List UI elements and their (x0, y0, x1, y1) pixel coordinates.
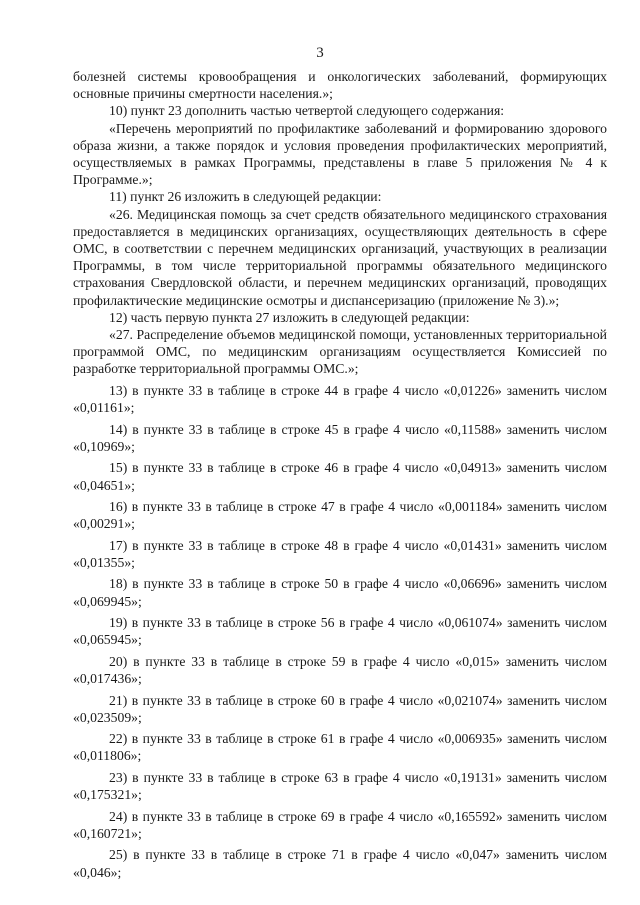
amendment-item-22: 22) в пункте 33 в таблице в строке 61 в графе 4 число «0,006935» заменить числом «0,011806»; (73, 731, 607, 764)
paragraph-continuation: болезней системы кровообращения и онкологических заболеваний, формирующих основные причины смертности населения.»; (73, 69, 607, 102)
amendment-item-23: 23) в пункте 33 в таблице в строке 63 в графе 4 число «0,19131» заменить числом «0,175321»; (73, 769, 607, 803)
amendment-item-25: 25) в пункте 33 в таблице в строке 71 в графе 4 число «0,047» заменить числом «0,046»; (73, 847, 607, 880)
document-body (73, 68, 607, 881)
amendment-item-13: 13) в пункте 33 в таблице в строке 44 в графе 4 число «0,01226» заменить числом «0,01161»; (73, 382, 607, 416)
paragraph-quote-prevention: «Перечень мероприятий по профилактике заболеваний и формированию здорового образа жизни, а также порядок и условия проведения профилактических мероприятий, осуществляемых в рамках Программы, представлены в главе 5 приложения № 4 к Программе.»; (73, 120, 607, 188)
amendment-item-14: 14) в пункте 33 в таблице в строке 45 в графе 4 число «0,11588» заменить числом «0,10969»; (73, 421, 607, 454)
paragraph-quote-27: «27. Распределение объемов медицинской помощи, установленных территориальной программой ОМС, по медицинским организациям осуществляется Комиссией по разработке территориальной программы ОМС.»; (73, 327, 607, 377)
amendment-item-21: 21) в пункте 33 в таблице в строке 60 в графе 4 число «0,021074» заменить числом «0,023509»; (73, 692, 607, 725)
amendment-item-17: 17) в пункте 33 в таблице в строке 48 в графе 4 число «0,01431» заменить числом «0,01355»; (73, 537, 607, 570)
amendment-item-15: 15) в пункте 33 в таблице в строке 46 в графе 4 число «0,04913» заменить числом «0,04651»; (73, 460, 607, 493)
amendment-item-20: 20) в пункте 33 в таблице в строке 59 в графе 4 число «0,015» заменить числом «0,017436»; (73, 653, 607, 687)
paragraph-item-11: 11) пункт 26 изложить в следующей редакции: (109, 189, 382, 205)
amendment-item-19: 19) в пункте 33 в таблице в строке 56 в графе 4 число «0,061074» заменить числом «0,065945»; (73, 615, 607, 648)
paragraph-item-10: 10) пункт 23 дополнить частью четвертой следующего содержания: (109, 103, 505, 119)
amendment-item-18: 18) в пункте 33 в таблице в строке 50 в графе 4 число «0,06696» заменить числом «0,069945»; (73, 576, 607, 609)
paragraph-item-12: 12) часть первую пункта 27 изложить в следующей редакции: (109, 309, 470, 325)
paragraph-quote-26: «26. Медицинская помощь за счет средств обязательного медицинского страхования предоставляется в медицинских организациях, осуществляющих деятельность в сфере ОМС, в соответствии с перечнем медицинских организаций, участвующих в реализации Программы, в том числе территориальной программы обязательного медицинского страхования Свердловской области, и перечнем медицинских организаций, проводящих профилактические медицинские осмотры и диспансеризацию (приложение № 3).»; (73, 206, 607, 308)
page-number: 3 (316, 45, 324, 61)
amendment-item-24: 24) в пункте 33 в таблице в строке 69 в графе 4 число «0,165592» заменить числом «0,160721»; (73, 808, 607, 841)
amendment-item-16: 16) в пункте 33 в таблице в строке 47 в графе 4 число «0,001184» заменить числом «0,00291»; (73, 499, 607, 532)
